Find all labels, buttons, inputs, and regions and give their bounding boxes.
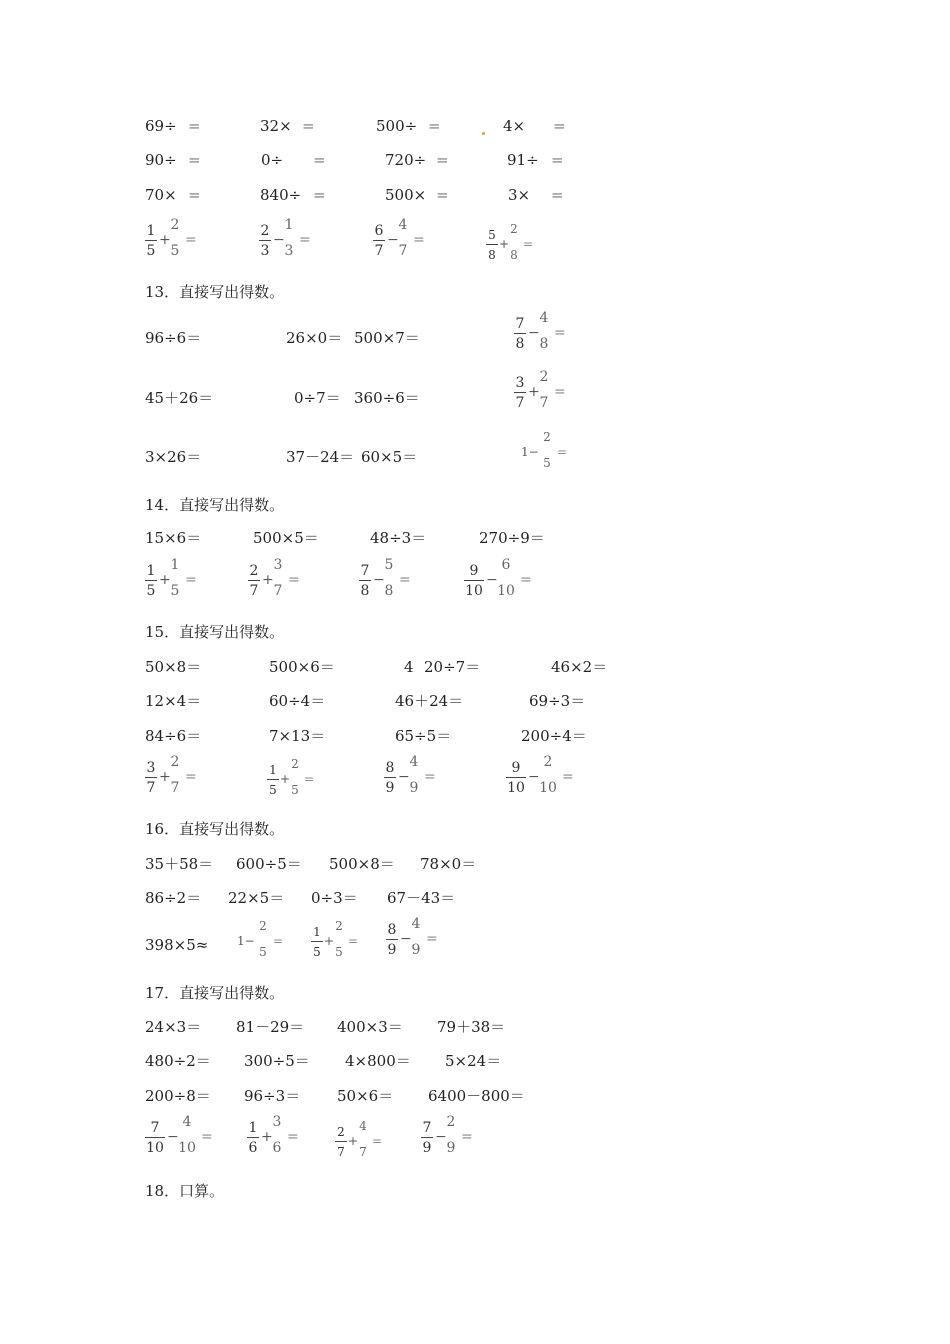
equals: = — [188, 151, 201, 169]
problem: 6400－800＝ — [428, 1087, 525, 1105]
problem: 4×800＝ — [345, 1052, 411, 1070]
fraction-expression: 5 8 + 2 8 = — [486, 225, 546, 265]
equals: = — [551, 186, 564, 204]
equals: = — [553, 117, 566, 135]
problem: 20÷7＝ — [424, 658, 481, 676]
problem: 50×6＝ — [337, 1087, 394, 1105]
problem: 46×2＝ — [551, 658, 608, 676]
problem: 48÷3＝ — [370, 529, 427, 547]
problem: 67－43＝ — [387, 889, 456, 907]
fraction-expression: 1 5 + 2 5 = — [267, 760, 327, 800]
problem: 500×7＝ — [354, 329, 420, 347]
fraction-expression: 7 10 − 4 10 = — [146, 1114, 213, 1156]
problem: 360÷6＝ — [354, 389, 420, 407]
fraction-expression: 9 10 − 2 10 = — [507, 754, 574, 796]
fraction-expression: 8 9 − 4 9 = — [387, 916, 438, 958]
problem: 46＋24＝ — [395, 692, 464, 710]
problem: 500×8＝ — [329, 855, 395, 873]
problem: 7×13＝ — [269, 727, 326, 745]
problem: 500÷ — [376, 117, 418, 135]
fraction-expression: 7 9 − 2 9 = — [422, 1114, 473, 1156]
problem: 50×8＝ — [145, 658, 202, 676]
fraction-expression: 2 7 + 4 7 = — [335, 1122, 395, 1162]
fraction-expression: 2 7 + 3 7 = — [249, 557, 300, 599]
fraction-expression: 1 5 + 2 5 = — [311, 922, 371, 962]
problem: 400×3＝ — [337, 1018, 403, 1036]
problem: 60÷4＝ — [269, 692, 326, 710]
problem: 500× — [385, 186, 427, 204]
section-heading-17: 17．直接写出得数。 — [145, 984, 285, 1002]
fraction-expression: 3 7 + 2 7 = — [515, 369, 566, 411]
problem: 37－24＝ — [286, 448, 355, 466]
problem: 35＋58＝ — [145, 855, 214, 873]
fraction-expression: 1− 2 5 = — [237, 919, 284, 959]
problem: 0÷3＝ — [311, 889, 358, 907]
problem: 840÷ — [260, 186, 302, 204]
equals: = — [551, 151, 564, 169]
fraction-expression: 9 10 − 6 10 = — [465, 557, 532, 599]
problem: 0÷ — [261, 151, 284, 169]
equals: = — [428, 117, 441, 135]
problem: 69÷ — [145, 117, 177, 135]
problem: 81－29＝ — [236, 1018, 305, 1036]
fraction-expression: 2 3 − 1 3 = — [260, 217, 311, 259]
problem: 12×4＝ — [145, 692, 202, 710]
problem: 90÷ — [145, 151, 177, 169]
fraction-expression: 3 7 + 2 7 = — [146, 754, 197, 796]
problem: 270÷9＝ — [479, 529, 545, 547]
equals: = — [436, 186, 449, 204]
section-heading-13: 13．直接写出得数。 — [145, 283, 285, 301]
problem: 26×0＝ — [286, 329, 343, 347]
equals: = — [313, 151, 326, 169]
fraction-expression: 7 8 − 4 8 = — [515, 310, 566, 352]
problem: 15×6＝ — [145, 529, 202, 547]
equals: = — [188, 186, 201, 204]
stray-dot — [482, 132, 485, 135]
problem: 500×5＝ — [253, 529, 319, 547]
problem: 3×26＝ — [145, 448, 202, 466]
fraction-expression: 1 5 + 2 5 = — [146, 217, 197, 259]
problem: 480÷2＝ — [145, 1052, 211, 1070]
equals: = — [302, 117, 315, 135]
equals: = — [313, 186, 326, 204]
problem: 70× — [145, 186, 177, 204]
section-heading-16: 16．直接写出得数。 — [145, 820, 285, 838]
problem: 5×24＝ — [445, 1052, 502, 1070]
equals: = — [436, 151, 449, 169]
equals: = — [188, 117, 201, 135]
problem: 3× — [508, 186, 531, 204]
problem: 500×6＝ — [269, 658, 335, 676]
section-heading-15: 15．直接写出得数。 — [145, 623, 285, 641]
problem: 398×5≈ — [145, 936, 209, 954]
problem: 96÷3＝ — [244, 1087, 301, 1105]
problem: 86÷2＝ — [145, 889, 202, 907]
problem: 96÷6＝ — [145, 329, 202, 347]
problem: 65÷5＝ — [395, 727, 452, 745]
problem: 0÷7＝ — [294, 389, 341, 407]
section-heading-14: 14．直接写出得数。 — [145, 496, 285, 514]
problem: 78×0＝ — [420, 855, 477, 873]
fraction-expression: 1− 2 5 = — [521, 430, 568, 470]
problem: 200÷4＝ — [521, 727, 587, 745]
problem: 24×3＝ — [145, 1018, 202, 1036]
fraction-expression: 7 8 − 5 8 = — [360, 557, 411, 599]
problem: 300÷5＝ — [244, 1052, 310, 1070]
problem: 69÷3＝ — [529, 692, 586, 710]
problem: 79＋38＝ — [437, 1018, 506, 1036]
problem: 45＋26＝ — [145, 389, 214, 407]
fraction-expression: 1 6 + 3 6 = — [248, 1114, 299, 1156]
problem: 200÷8＝ — [145, 1087, 211, 1105]
problem: 91÷ — [507, 151, 539, 169]
problem: 60×5＝ — [361, 448, 418, 466]
problem: 32× — [260, 117, 292, 135]
problem: 720÷ — [385, 151, 427, 169]
problem: 22×5＝ — [228, 889, 285, 907]
fraction-expression: 1 5 + 1 5 = — [146, 557, 197, 599]
problem: 600÷5＝ — [236, 855, 302, 873]
fraction-expression: 8 9 − 4 9 = — [385, 754, 436, 796]
fraction-expression: 6 7 − 4 7 = — [374, 217, 425, 259]
problem: 84÷6＝ — [145, 727, 202, 745]
problem: 4× — [503, 117, 526, 135]
problem: 4 — [404, 658, 414, 676]
section-heading-18: 18．口算。 — [145, 1182, 225, 1200]
